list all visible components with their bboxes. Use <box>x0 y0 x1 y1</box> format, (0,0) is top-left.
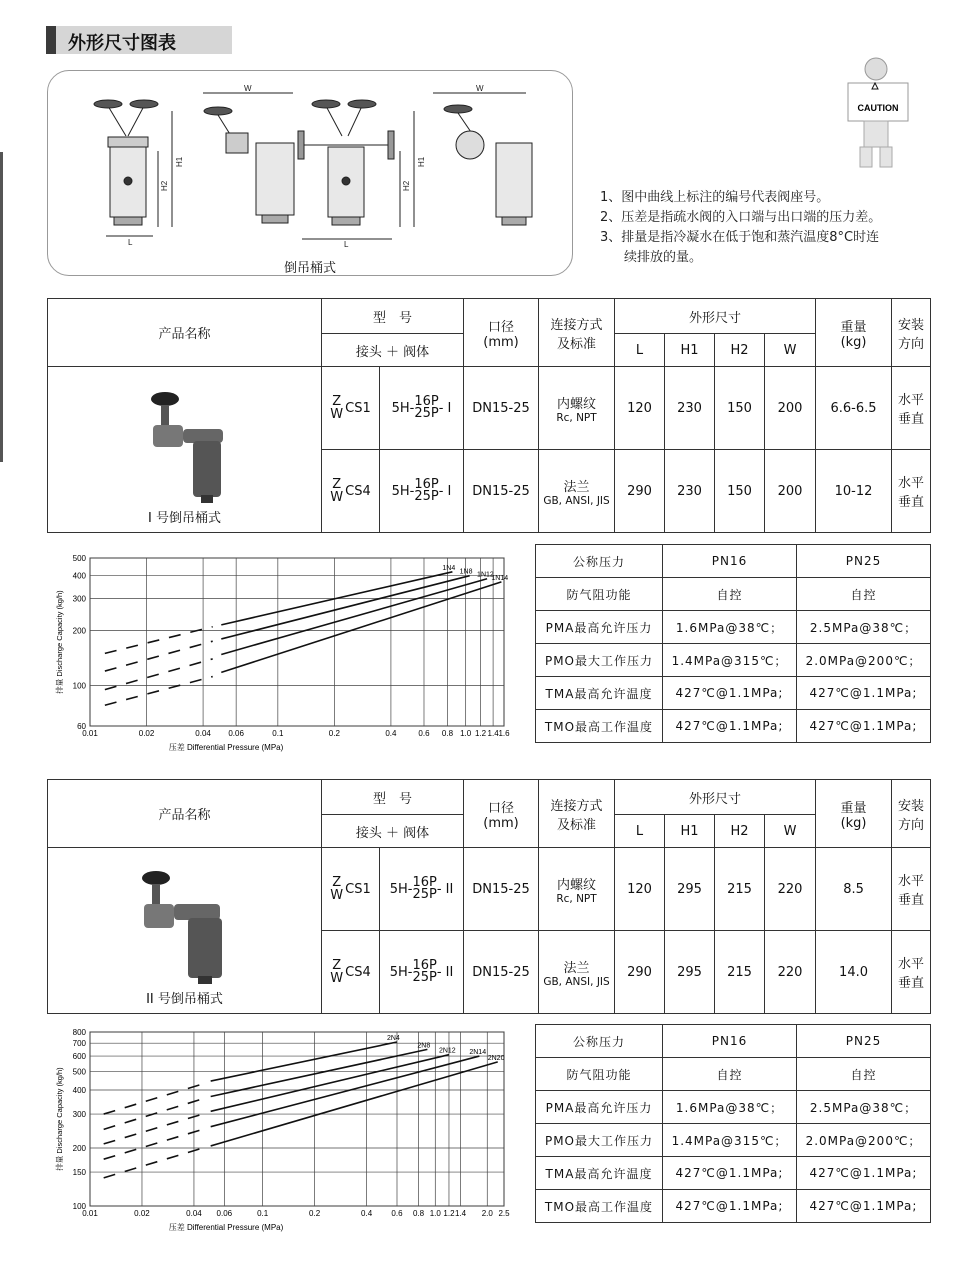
header-dim-h1: H1 <box>665 334 715 367</box>
pressure-param-label: 公称压力 <box>536 1025 663 1058</box>
model-body-2-1 <box>380 848 464 931</box>
header-install-label: 安装 <box>898 798 925 814</box>
pressure-pn25-value: 427℃@1.1MPa; <box>797 710 931 743</box>
dimension-drawing-box <box>47 70 573 276</box>
install-horizontal: 水平 <box>898 476 925 491</box>
model-body-2-2 <box>380 931 464 1014</box>
pressure-param-label: PMO最大工作压力 <box>536 1124 663 1157</box>
y-tick-label: 60 <box>77 722 86 731</box>
conn-std: Rc, NPT <box>556 892 597 905</box>
header-install-label: 安装 <box>898 317 925 333</box>
conn-type: 法兰 <box>563 960 590 976</box>
x-tick-label: 1.6 <box>498 729 510 738</box>
pressure-pn16-value: PN16 <box>663 545 797 578</box>
pressure-param-label: 防气阻功能 <box>536 578 663 611</box>
series-line-2N8 <box>211 1049 428 1096</box>
body-pn16: 16P <box>412 958 437 973</box>
header-dim-w: W <box>765 334 816 367</box>
conn-2-1 <box>539 848 615 931</box>
pressure-pn25-value: 2.5MPa@38℃； <box>797 1091 931 1124</box>
pressure-pn16-value: 427℃@1.1MPa; <box>663 1190 797 1223</box>
body-suffix: - II <box>436 964 454 980</box>
header-dim-h2: H2 <box>715 334 765 367</box>
note-3-cont: 续排放的量。 <box>624 250 703 265</box>
pressure-param-label: TMA最高允许温度 <box>536 1157 663 1190</box>
pressure-param-label: TMO最高工作温度 <box>536 1190 663 1223</box>
caution-figure <box>842 55 912 173</box>
body-suffix: - I <box>438 400 452 416</box>
series-label-2N14: 2N14 <box>469 1049 487 1057</box>
y-tick-label: 200 <box>72 1144 86 1153</box>
weight-2-2: 14.0 <box>816 931 892 1014</box>
dim-h1-2-1: 295 <box>665 848 715 931</box>
install-2-1 <box>892 848 931 931</box>
y-tick-label: 600 <box>72 1052 86 1062</box>
y-tick-label: 300 <box>72 1110 86 1120</box>
product-label-2: II 号倒吊桶式 <box>146 992 223 1007</box>
install-1-1 <box>892 367 931 450</box>
dim-h2-1-1: 150 <box>715 367 765 450</box>
dim-h2-2-2: 215 <box>715 931 765 1014</box>
pressure-row <box>536 611 931 644</box>
conn-std: GB, ANSI, JIS <box>543 975 610 988</box>
y-tick-label: 200 <box>72 626 86 636</box>
install-vertical: 垂直 <box>898 412 925 427</box>
series-label-2N8: 2N8 <box>417 1042 431 1050</box>
dim-label-l-right: L <box>344 240 349 249</box>
dim-label-h1-right: H1 <box>417 156 426 167</box>
body-pn25: 25P <box>412 970 437 985</box>
pressure-pn25-value: 自控 <box>797 578 931 611</box>
model-joint: CS4 <box>345 483 371 499</box>
note-1: 1、图中曲线上标注的编号代表阀座号。 <box>600 190 830 205</box>
model-joint: CS1 <box>345 881 371 897</box>
header-bore <box>464 299 539 367</box>
conn-1-2 <box>539 450 615 533</box>
section-title-text: 外形尺寸图表 <box>68 33 176 54</box>
header-dim-l: L <box>615 334 665 367</box>
dim-l-2-1: 120 <box>615 848 665 931</box>
y-axis-label: 排量 Discharge Capacity (kg/h) <box>55 1067 64 1171</box>
x-tick-label: 0.01 <box>82 729 98 738</box>
pressure-pn16-value: PN16 <box>663 1025 797 1058</box>
y-tick-label: 500 <box>72 1067 86 1077</box>
body-prefix: 5H- <box>389 964 413 980</box>
series-label-2N12: 2N12 <box>438 1047 456 1055</box>
series-line-dashed-2N20 <box>104 1148 203 1178</box>
header-connection-sub: 及标准 <box>557 336 597 352</box>
x-tick-label: 0.06 <box>216 1209 233 1218</box>
header-weight <box>816 780 892 848</box>
spec-table-2 <box>47 779 931 1014</box>
header-dim-h2: H2 <box>715 815 765 848</box>
install-1-2 <box>892 450 931 533</box>
pressure-param-label: TMO最高工作温度 <box>536 710 663 743</box>
header-bore-label: 口径 <box>488 319 515 335</box>
pressure-param-label: TMA最高允许温度 <box>536 677 663 710</box>
header-bore-unit: (mm) <box>483 815 519 831</box>
pressure-param-label: 防气阻功能 <box>536 1058 663 1091</box>
header-product-name: 产品名称 <box>48 299 322 367</box>
pressure-table-1 <box>535 544 931 743</box>
model-z: Z <box>332 394 342 409</box>
dim-label-w-right: W <box>476 84 484 93</box>
pressure-row <box>536 1190 931 1223</box>
bore-2-1: DN15-25 <box>464 848 539 931</box>
x-tick-label: 0.1 <box>272 729 284 738</box>
conn-type: 内螺纹 <box>557 877 597 893</box>
header-install-sub: 方向 <box>898 817 925 833</box>
header-dimensions: 外形尺寸 <box>615 780 816 815</box>
header-dim-l: L <box>615 815 665 848</box>
body-pn16: 16P <box>412 875 437 890</box>
weight-2-1: 8.5 <box>816 848 892 931</box>
pressure-table-2-body <box>536 1025 931 1223</box>
bore-1-2: DN15-25 <box>464 450 539 533</box>
model-w: W <box>330 971 344 986</box>
header-bore-unit: (mm) <box>483 334 519 350</box>
header-bore <box>464 780 539 848</box>
pressure-pn25-value: 2.5MPa@38℃； <box>797 611 931 644</box>
x-tick-label: 1.4 <box>487 729 499 738</box>
model-body-1-2 <box>380 450 464 533</box>
dim-w-1-1: 200 <box>765 367 816 450</box>
model-joint-1-2 <box>322 450 380 533</box>
y-tick-label: 300 <box>72 594 86 604</box>
pressure-pn16-value: 427℃@1.1MPa; <box>663 677 797 710</box>
pressure-pn16-value: 427℃@1.1MPa; <box>663 1157 797 1190</box>
product-cell-1 <box>48 367 322 533</box>
model-joint-2-1 <box>322 848 380 931</box>
dim-h1-1-2: 230 <box>665 450 715 533</box>
model-w: W <box>330 888 344 903</box>
x-tick-label: 0.04 <box>195 729 211 738</box>
x-tick-label: 2.0 <box>481 1209 493 1218</box>
x-tick-label: 2.5 <box>498 1209 510 1218</box>
dim-w-2-2: 220 <box>765 931 816 1014</box>
model-joint: CS1 <box>345 400 371 416</box>
header-install <box>892 780 931 848</box>
body-pn25: 25P <box>414 489 439 504</box>
pressure-pn16-value: 自控 <box>663 1058 797 1091</box>
model-joint: CS4 <box>345 964 371 980</box>
header-dim-h1: H1 <box>665 815 715 848</box>
pressure-pn16-value: 427℃@1.1MPa; <box>663 710 797 743</box>
pressure-row <box>536 1091 931 1124</box>
series-line-dashed-2N4 <box>104 1084 203 1114</box>
install-horizontal: 水平 <box>898 874 925 889</box>
dim-h1-1-1: 230 <box>665 367 715 450</box>
header-model: 型 号 <box>322 299 464 334</box>
x-tick-label: 0.4 <box>361 1209 373 1218</box>
series-label-2N20: 2N20 <box>487 1054 505 1062</box>
x-tick-label: 0.4 <box>385 729 397 738</box>
weight-1-1: 6.6-6.5 <box>816 367 892 450</box>
y-tick-label: 500 <box>72 554 86 563</box>
dim-h2-1-2: 150 <box>715 450 765 533</box>
dim-label-w-left: W <box>244 84 252 93</box>
x-tick-label: 0.8 <box>441 729 454 738</box>
body-pn16: 16P <box>414 477 439 492</box>
x-tick-label: 0.02 <box>138 729 155 738</box>
pressure-row <box>536 710 931 743</box>
body-pn25: 25P <box>412 887 437 902</box>
conn-type: 内螺纹 <box>557 396 597 412</box>
y-tick-label: 400 <box>72 571 86 581</box>
bore-1-1: DN15-25 <box>464 367 539 450</box>
header-model: 型 号 <box>322 780 464 815</box>
y-tick-label: 800 <box>72 1028 86 1037</box>
x-tick-label: 1.0 <box>460 729 472 738</box>
header-weight <box>816 299 892 367</box>
header-dimensions: 外形尺寸 <box>615 299 816 334</box>
caution-label: CAUTION <box>857 103 899 113</box>
pressure-param-label: PMO最大工作压力 <box>536 644 663 677</box>
left-margin-rule <box>0 152 3 462</box>
series-label-1N12: 1N12 <box>477 571 494 579</box>
x-tick-label: 0.2 <box>309 1209 321 1218</box>
conn-std: Rc, NPT <box>556 411 597 424</box>
y-tick-label: 150 <box>72 1168 86 1178</box>
pressure-pn16-value: 1.4MPa@315℃； <box>663 1124 797 1157</box>
dim-h1-2-2: 295 <box>665 931 715 1014</box>
notes <box>600 188 881 268</box>
pressure-row <box>536 1058 931 1091</box>
pressure-pn25-value: 427℃@1.1MPa; <box>797 1190 931 1223</box>
header-dim-w: W <box>765 815 816 848</box>
series-label-1N14: 1N14 <box>491 574 509 582</box>
pressure-pn25-value: PN25 <box>797 1025 931 1058</box>
x-tick-label: 0.8 <box>413 1209 425 1218</box>
pressure-pn25-value: PN25 <box>797 545 931 578</box>
series-line-dashed-1N14 <box>105 677 213 706</box>
install-vertical: 垂直 <box>898 976 925 991</box>
product-label-1: I 号倒吊桶式 <box>148 511 221 526</box>
y-axis-label: 排量 Discharge Capacity (kg/h) <box>55 590 64 694</box>
product-image-type-1 <box>135 377 235 507</box>
plot-frame <box>90 1032 504 1206</box>
header-product-name: 产品名称 <box>48 780 322 848</box>
front-view-threaded <box>94 100 172 236</box>
note-3: 3、排量是指冷凝水在低于饱和蒸汽温度8°C时连 <box>600 230 880 245</box>
header-connection-sub: 及标准 <box>557 817 597 833</box>
series-line-2N12 <box>211 1055 449 1112</box>
dim-l-2-2: 290 <box>615 931 665 1014</box>
conn-type: 法兰 <box>563 479 590 495</box>
conn-1-1 <box>539 367 615 450</box>
section-title <box>46 26 232 54</box>
x-tick-label: 1.4 <box>454 1209 467 1218</box>
x-tick-label: 0.6 <box>391 1209 403 1218</box>
pressure-pn25-value: 2.0MPa@200℃； <box>797 644 931 677</box>
header-connection-label: 连接方式 <box>550 317 603 333</box>
series-line-2N20 <box>211 1062 498 1146</box>
model-w: W <box>330 407 344 422</box>
x-tick-label: 1.2 <box>443 1209 455 1218</box>
discharge-chart-1 <box>46 552 516 756</box>
conn-2-2 <box>539 931 615 1014</box>
pressure-pn25-value: 2.0MPa@200℃； <box>797 1124 931 1157</box>
install-horizontal: 水平 <box>898 393 925 408</box>
body-suffix: - I <box>438 483 452 499</box>
header-model-sub: 接头 ＋ 阀体 <box>322 815 464 848</box>
series-line-1N14 <box>221 582 501 673</box>
model-z: Z <box>332 958 342 973</box>
install-2-2 <box>892 931 931 1014</box>
side-view-threaded <box>203 93 294 223</box>
series-label-1N8: 1N8 <box>459 568 473 576</box>
dim-l-1-2: 290 <box>615 450 665 533</box>
dim-label-h2-left: H2 <box>160 180 169 191</box>
x-tick-label: 1.0 <box>429 1209 441 1218</box>
conn-std: GB, ANSI, JIS <box>543 494 610 507</box>
x-tick-label: 0.1 <box>257 1209 269 1218</box>
drawing-caption: 倒吊桶式 <box>283 261 336 276</box>
install-horizontal: 水平 <box>898 957 925 972</box>
header-weight-unit: (kg) <box>840 334 867 350</box>
pressure-pn16-value: 自控 <box>663 578 797 611</box>
model-z: Z <box>332 477 342 492</box>
pressure-pn25-value: 427℃@1.1MPa; <box>797 1157 931 1190</box>
y-tick-label: 100 <box>72 1202 86 1211</box>
pressure-pn16-value: 1.6MPa@38℃； <box>663 1091 797 1124</box>
dimension-drawing <box>48 71 574 277</box>
header-weight-unit: (kg) <box>840 815 867 831</box>
body-pn25: 25P <box>414 406 439 421</box>
product-cell-2 <box>48 848 322 1014</box>
pressure-row <box>536 644 931 677</box>
pressure-row <box>536 1025 931 1058</box>
front-view-flanged <box>298 100 414 239</box>
header-weight-label: 重量 <box>840 319 867 335</box>
series-line-dashed-2N14 <box>104 1129 203 1159</box>
series-label-1N4: 1N4 <box>442 564 456 572</box>
note-2: 2、压差是指疏水阀的入口端与出口端的压力差。 <box>600 210 882 225</box>
model-z: Z <box>332 875 342 890</box>
pressure-row <box>536 545 931 578</box>
product-image-type-2 <box>130 858 240 988</box>
x-tick-label: 0.01 <box>82 1209 98 1218</box>
body-prefix: 5H- <box>391 483 415 499</box>
dim-label-h1-left: H1 <box>175 156 184 167</box>
series-line-1N8 <box>221 576 469 639</box>
model-body-1-1 <box>380 367 464 450</box>
header-install-sub: 方向 <box>898 336 925 352</box>
x-tick-label: 1.2 <box>474 729 487 738</box>
pressure-pn16-value: 1.6MPa@38℃； <box>663 611 797 644</box>
title-bar-accent <box>46 26 56 54</box>
install-vertical: 垂直 <box>898 893 925 908</box>
dim-label-h2-right: H2 <box>402 180 411 191</box>
series-line-dashed-1N8 <box>105 641 213 671</box>
body-prefix: 5H- <box>391 400 415 416</box>
discharge-chart-2 <box>46 1026 516 1236</box>
side-view-flanged <box>433 93 532 225</box>
series-line-dashed-1N12 <box>105 659 213 690</box>
pressure-table-1-body <box>536 545 931 743</box>
header-bore-label: 口径 <box>488 800 515 816</box>
header-connection <box>539 299 615 367</box>
x-tick-label: 0.06 <box>228 729 244 738</box>
body-pn16: 16P <box>414 394 439 409</box>
pressure-pn16-value: 1.4MPa@315℃； <box>663 644 797 677</box>
x-axis-label: 压差 Differential Pressure (MPa) <box>168 743 284 752</box>
series-line-dashed-2N12 <box>104 1114 203 1144</box>
body-suffix: - II <box>436 881 454 897</box>
install-vertical: 垂直 <box>898 495 925 510</box>
dim-w-1-2: 200 <box>765 450 816 533</box>
pressure-pn25-value: 427℃@1.1MPa; <box>797 677 931 710</box>
dim-l-1-1: 120 <box>615 367 665 450</box>
dim-w-2-1: 220 <box>765 848 816 931</box>
dim-h2-2-1: 215 <box>715 848 765 931</box>
bore-2-2: DN15-25 <box>464 931 539 1014</box>
pressure-param-label: PMA最高允许压力 <box>536 611 663 644</box>
y-tick-label: 400 <box>72 1086 86 1095</box>
weight-1-2: 10-12 <box>816 450 892 533</box>
header-install <box>892 299 931 367</box>
header-weight-label: 重量 <box>840 800 867 816</box>
pressure-table-2 <box>535 1024 931 1223</box>
x-tick-label: 0.2 <box>328 729 340 738</box>
y-tick-label: 700 <box>72 1039 86 1049</box>
pressure-row <box>536 1157 931 1190</box>
header-model-sub: 接头 ＋ 阀体 <box>322 334 464 367</box>
dim-label-l-left: L <box>128 238 133 247</box>
x-tick-label: 0.6 <box>418 729 430 738</box>
model-joint-2-2 <box>322 931 380 1014</box>
x-tick-label: 0.04 <box>186 1209 202 1218</box>
header-connection-label: 连接方式 <box>550 798 603 814</box>
header-connection <box>539 780 615 848</box>
pressure-pn25-value: 自控 <box>797 1058 931 1091</box>
pressure-param-label: 公称压力 <box>536 545 663 578</box>
x-axis-label: 压差 Differential Pressure (MPa) <box>168 1223 284 1232</box>
pressure-row <box>536 677 931 710</box>
model-joint-1-1 <box>322 367 380 450</box>
model-w: W <box>330 490 344 505</box>
x-tick-label: 0.02 <box>134 1209 150 1218</box>
pressure-param-label: PMA最高允许压力 <box>536 1091 663 1124</box>
body-prefix: 5H- <box>389 881 413 897</box>
spec-table-1 <box>47 298 931 533</box>
y-tick-label: 100 <box>72 681 86 691</box>
pressure-row <box>536 578 931 611</box>
pressure-row <box>536 1124 931 1157</box>
series-label-2N4: 2N4 <box>386 1034 400 1042</box>
